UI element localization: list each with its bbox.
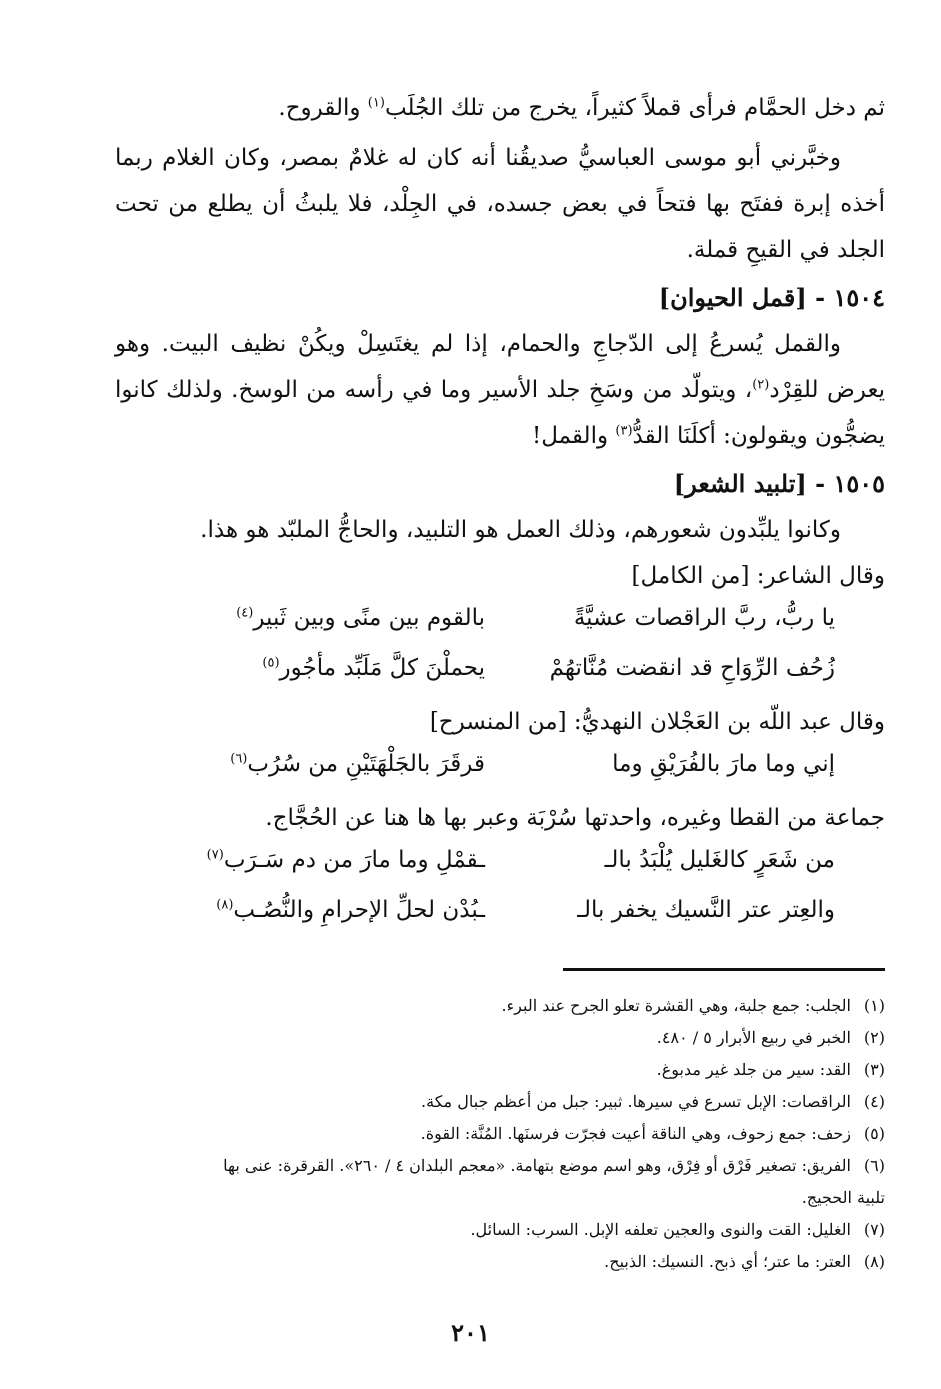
verse-3-first-hemistich: إني وما مارَ بالفُرَيْقِ وما xyxy=(612,751,835,777)
footnote-4 xyxy=(115,1086,885,1118)
footnote-ref-4[interactable]: (٤) xyxy=(236,605,254,621)
footnote-8 xyxy=(115,1246,885,1278)
paragraph-3-text-c: والقمل! xyxy=(531,423,616,449)
footnote-ref-7[interactable]: (٧) xyxy=(206,847,224,863)
verse-3-second-hemistich xyxy=(230,751,485,777)
verse-2-first-hemistich: زُحُف الرِّوَاحِ قد انقضت مُنَّاتهُمْ xyxy=(549,655,835,681)
footnote-text: الجلب: جمع جلبة، وهي القشرة تعلو الجرح عند البرء. xyxy=(501,996,851,1015)
footnote-number: (٧) xyxy=(863,1220,885,1239)
verse-1-second-text: بالقوم بين منًى وبين ثَبير xyxy=(253,605,485,631)
footnote-1 xyxy=(115,990,885,1022)
footnote-text: الخبر في ربيع الأبرار ٥ / ٤٨٠. xyxy=(656,1028,851,1047)
footnote-number: (٥) xyxy=(863,1124,885,1143)
section-heading-1504: ١٥٠٤ - [قمل الحيوان] xyxy=(658,283,885,312)
gloss-line: جماعة من القطا وغيره، واحدتها سُرْبَة وعبر بها ها هنا عن الحُجَّاج. xyxy=(265,805,885,831)
poem-intro-2: وقال عبد اللّه بن العَجْلان النهديُّ: [من المنسرح] xyxy=(429,709,885,735)
footnote-number: (٤) xyxy=(863,1092,885,1111)
verse-4 xyxy=(115,841,885,891)
footnote-6-continuation: تلبية الحجيج. xyxy=(801,1188,885,1207)
paragraph-3 xyxy=(115,321,885,459)
footnote-text: زحف: جمع زحوف، وهي الناقة أعيت فجرّت فرسنَها. المُنَّة: القوة. xyxy=(420,1124,851,1143)
footnote-ref-1[interactable]: (١) xyxy=(367,95,385,111)
footnote-ref-2[interactable]: (٢) xyxy=(752,377,770,393)
paragraph-3-text-b: ، ويتولّد من وسَخِ جلد الأسير وما في رأسه من الوسخ. ولذلك كانوا يضجُّون ويقولون: أكلَنَا القدُّ xyxy=(115,377,885,449)
verse-4-first-hemistich: من شَعَرٍ كالغَليل يُلْبَدُ بالـ xyxy=(604,847,835,873)
footnote-3 xyxy=(115,1054,885,1086)
paragraph-1-end: والقروح. xyxy=(278,95,368,121)
footnote-6 xyxy=(115,1150,885,1182)
paragraph-4: وكانوا يلبِّدون شعورهم، وذلك العمل هو التلبيد، والحاجُّ الملبّد هو هذا. xyxy=(200,517,841,543)
verse-3 xyxy=(115,745,885,795)
footnote-text: الفريق: تصغير فَرْق أو فِرْق، وهو اسم موضع بتهامة. «معجم البلدان ٤ / ٢٦٠». القرقرة: عنى بها xyxy=(223,1156,851,1175)
paragraph-3-text-a: والقمل يُسرعُ إلى الدّجاجِ والحمام، إذا لم يغتَسِلْ ويكُنْ نظيف البيت. وهو يعرض للقِرْد xyxy=(115,331,885,403)
section-heading-1505: ١٥٠٥ - [تلبيد الشعر] xyxy=(673,469,885,498)
verse-5-first-hemistich: والعِتر عتر النَّسيك يخفر بالـ xyxy=(577,897,835,923)
footnote-2 xyxy=(115,1022,885,1054)
footnote-number: (١) xyxy=(863,996,885,1015)
verse-1-first-hemistich: يا ربُّ، ربَّ الراقصات عشيَّةً xyxy=(573,605,835,631)
footnote-number: (٦) xyxy=(863,1156,885,1175)
footnote-number: (٨) xyxy=(863,1252,885,1271)
footnotes xyxy=(115,990,885,1278)
poem-intro-1: وقال الشاعر: [من الكامل] xyxy=(631,563,885,589)
footnote-ref-3[interactable]: (٣) xyxy=(615,423,633,439)
verse-5-second-text: ـبُدْن لحلِّ الإحرامِ والنُّصُـب xyxy=(233,897,485,923)
paragraph-1-text: ثم دخل الحمَّام فرأى قملاً كثيراً، يخرج من تلك الجُلَب xyxy=(384,95,885,121)
footnote-text: القد: سير من جلد غير مدبوغ. xyxy=(656,1060,851,1079)
footnote-5 xyxy=(115,1118,885,1150)
footnote-text: العتر: ما عتر؛ أي ذبح. النسيك: الذبيح. xyxy=(604,1252,851,1271)
footnote-ref-6[interactable]: (٦) xyxy=(230,751,248,767)
verse-2 xyxy=(115,649,885,699)
footnote-ref-5[interactable]: (٥) xyxy=(262,655,280,671)
verse-4-second-hemistich xyxy=(207,847,485,873)
verse-5 xyxy=(115,891,885,941)
verse-5-second-hemistich xyxy=(216,897,485,923)
verse-1-second-hemistich xyxy=(236,605,485,631)
verse-4-second-text: ـقمْلِ وما مارَ من دم سَـرَب xyxy=(223,847,485,873)
footnote-text: الغليل: القت والنوى والعجين تعلفه الإبل. السرب: السائل. xyxy=(470,1220,851,1239)
main-text xyxy=(115,85,885,941)
paragraph-2: وخبَّرني أبو موسى العباسيُّ صديقُنا أنه كان له غلامٌ بمصر، وكان الغلام ربما أخذه إبرة ففتَح بها فتحاً في بعض جسده، في الجِلْد، فلا يلبثُ أن يطلع من تحت الجلد في القيحِ قملة. xyxy=(115,145,885,263)
footnote-ref-8[interactable]: (٨) xyxy=(216,897,234,913)
page-number: ٢٠١ xyxy=(451,1318,490,1347)
footnote-7 xyxy=(115,1214,885,1246)
verse-2-second-hemistich xyxy=(262,655,485,681)
paragraph-1 xyxy=(115,85,885,131)
verse-2-second-text: يحملْنَ كلَّ مَلَبِّد مأجُور xyxy=(279,655,485,681)
footnote-number: (٣) xyxy=(863,1060,885,1079)
footnote-text: الراقصات: الإبل تسرع في سيرها. ثبير: جبل من أعظم جبال مكة. xyxy=(421,1092,851,1111)
verse-3-second-text: قرقَرَ بالجَلْهَتَيْنِ من سُرُب xyxy=(247,751,485,777)
verse-1 xyxy=(115,599,885,649)
footnote-number: (٢) xyxy=(863,1028,885,1047)
footnote-divider xyxy=(563,968,885,971)
